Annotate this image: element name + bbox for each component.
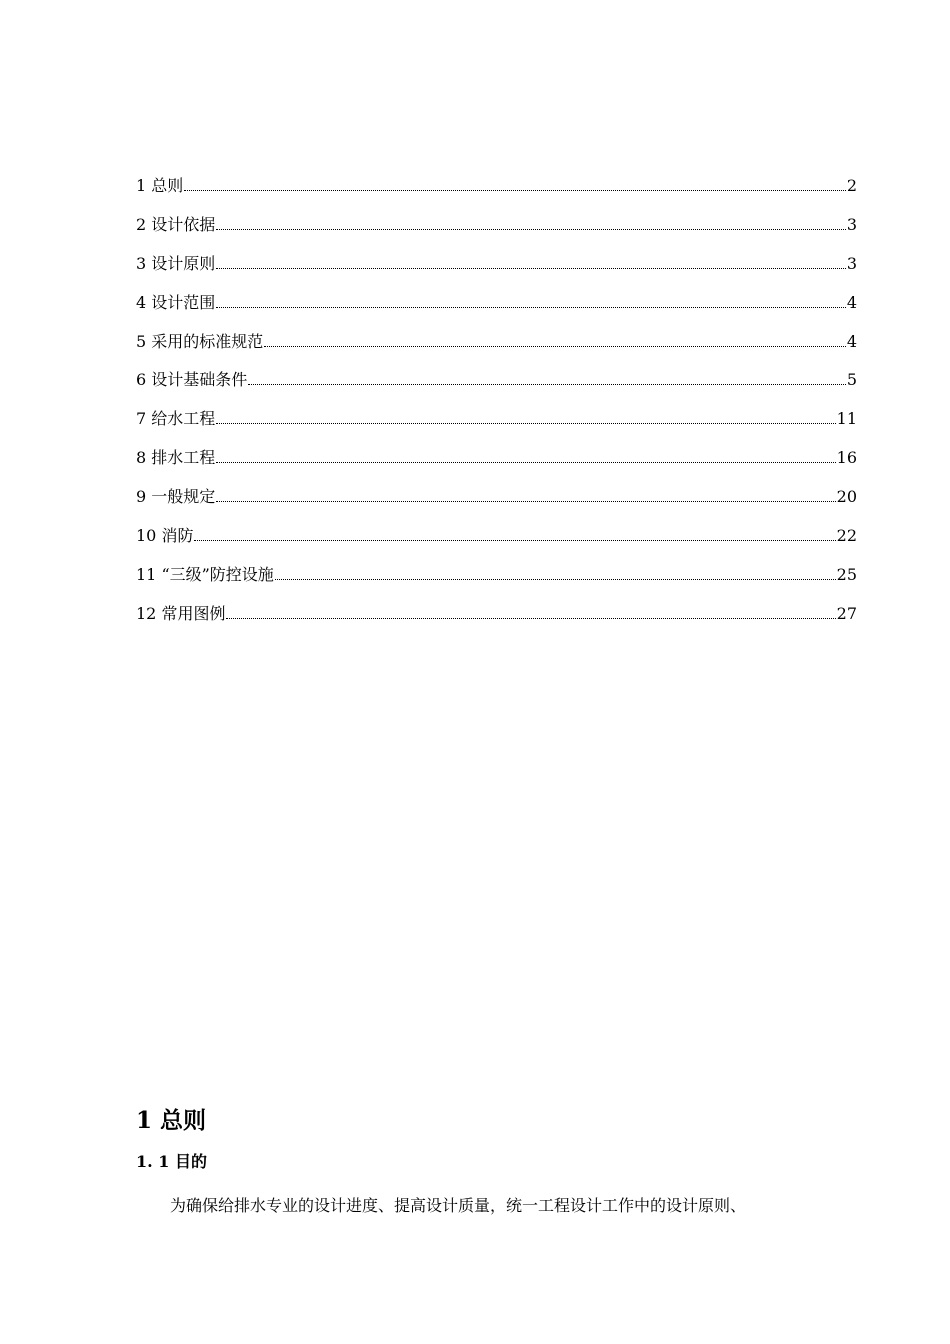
toc-dot-leader [216,422,835,424]
table-of-contents [136,173,857,640]
toc-item-label: 6 设计基础条件 [136,370,248,390]
subsection-heading: 1. 1 目的 [136,1152,207,1171]
toc-item[interactable] [136,445,857,484]
toc-item-label: 8 排水工程 [136,448,216,468]
toc-dot-leader [275,578,836,580]
body-paragraph: 为确保给排水专业的设计进度、提高设计质量，统一工程设计工作中的设计原则、 [170,1196,747,1215]
toc-item-page: 22 [836,526,857,546]
toc-item-page: 3 [846,214,857,234]
toc-dot-leader [248,383,846,385]
toc-item[interactable] [136,484,857,523]
toc-item-label: 11 “三级”防控设施 [136,564,274,584]
toc-dot-leader [216,500,835,502]
toc-dot-leader [226,617,835,619]
toc-item-page: 2 [846,176,857,195]
toc-item-label: 7 给水工程 [136,409,216,429]
toc-dot-leader [184,189,846,191]
toc-dot-leader [216,461,835,463]
toc-item[interactable] [136,290,857,329]
toc-item-label: 1 总则 [136,176,184,195]
toc-item-label: 3 设计原则 [136,253,216,273]
toc-item-label: 2 设计依据 [136,214,216,234]
toc-item-page: 4 [846,331,857,351]
toc-item-label: 12 常用图例 [136,603,226,623]
toc-item-label: 10 消防 [136,526,194,546]
toc-item-page: 3 [846,253,857,273]
toc-item-label: 4 设计范围 [136,292,216,312]
section-heading: 1 总则 [136,1107,207,1134]
toc-item[interactable] [136,562,857,601]
toc-dot-leader [264,345,846,347]
toc-item[interactable] [136,173,857,212]
toc-dot-leader [194,539,835,541]
toc-dot-leader [216,267,846,269]
toc-dot-leader [216,228,846,230]
toc-item[interactable] [136,523,857,562]
toc-item-page: 11 [836,409,857,429]
toc-item-page: 27 [836,603,857,623]
toc-item[interactable] [136,212,857,251]
toc-item[interactable] [136,329,857,368]
toc-item-label: 5 采用的标准规范 [136,331,264,351]
toc-item-page: 16 [836,448,857,468]
toc-item[interactable] [136,367,857,406]
toc-item-page: 5 [846,370,857,390]
toc-item-page: 20 [836,487,857,507]
toc-dot-leader [216,306,846,308]
toc-item-page: 25 [836,564,857,584]
toc-item-label: 9 一般规定 [136,487,216,507]
toc-item[interactable] [136,251,857,290]
toc-item-page: 4 [846,292,857,312]
toc-item[interactable] [136,406,857,445]
toc-item[interactable] [136,601,857,640]
